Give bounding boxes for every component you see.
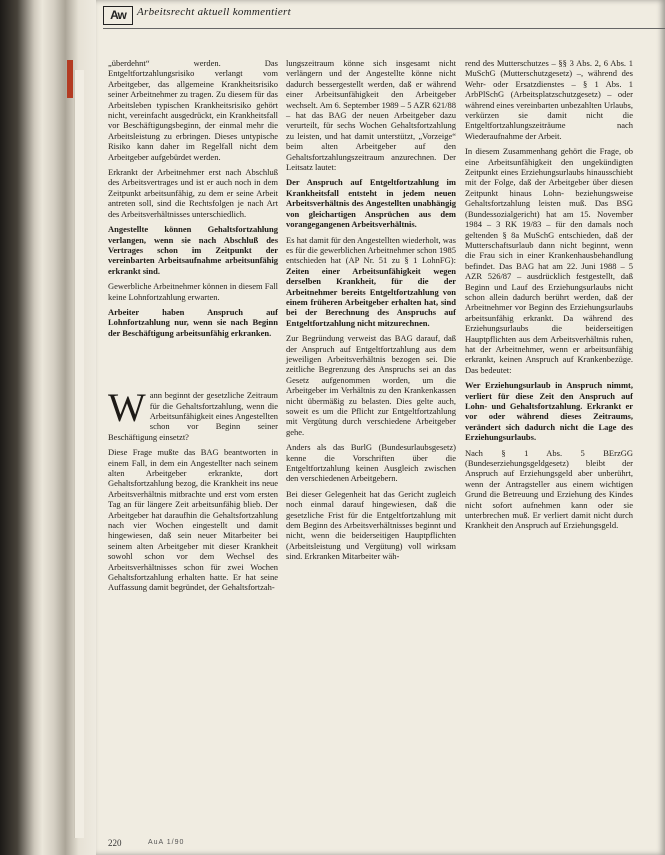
paragraph: Diese Frage mußte das BAG beantworten in einem Fall, in dem ein Angestellter nach seinem alten Arbeitgeber erkrankte, dort Gehaltsfortzahlung bezog, die Krankheit ins neue Arbeitsverhältnis mitbrachte und erst vom ersten Tag an für längere Zeit arbeitsunfähig blieb. Der Arbeitgeber hat daraufhin die Gehaltsfortzahlung nach vier Wochen eingestellt und damit hingewiesen, daß sein neuer Mitarbeiter bei seinem alten Arbeitgeber mit dieser Krankheit sowohl schon vor dem Wechsel des Arbeitsverhältnisses schon für zwei Wochen Gehaltsfortzahlung erhalten hatte. Er hat seine Auffassung damit begründet, der Gehaltsfortzah- [108, 447, 278, 593]
paragraph [108, 385, 278, 442]
paragraph: Wer Erziehungsurlaub in Anspruch nimmt, verliert für diese Zeit den Anspruch auf Lohn- und Gehaltsfortzahlung. Erkrankt er vor oder während dieses Zeitraums, verändert sich dadurch nicht die Lage des Erziehungsurlaubs. [465, 380, 633, 443]
paragraph: rend des Mutterschutzes – §§ 3 Abs. 2, 6 Abs. 1 MuSchG (Mutterschutzgesetz) –, während des Wehr- oder Ersatzdienstes – § 1 Abs. 1 ArbPlSchG (Arbeitsplatzschutzgesetz) – oder während eines vereinbarten unbezahlten Urlaubs, verkürzen sie damit nicht die Entgeltfortzahlungszeiträume nach Wiederaufnahme der Arbeit. [465, 58, 633, 141]
page-number: 220 [108, 838, 122, 848]
journal-logo: Aw [103, 6, 133, 25]
index-tab-white [74, 70, 84, 838]
index-tab-red [67, 60, 73, 98]
paragraph-bold-text: Zeiten einer Arbeitsunfähigkeit wegen derselben Krankheit, für die der Arbeitnehmer bereits Entgeltfortzahlung von einem früheren Arbeitgeber erhalten hat, sind bei der Berechnung des Anspruchs auf Entgeltfortzahlung nicht mitzurechnen. [286, 265, 456, 328]
paragraph-text: Es hat damit für den Angestellten wiederholt, was es für die gewerblichen Arbeitnehmer schon 1985 entschieden hat (AP Nr. 51 zu § 1 LohnFG): [286, 234, 456, 266]
paragraph: Gewerbliche Arbeitnehmer können in diesem Fall keine Lohnfortzahlung erwarten. [108, 281, 278, 302]
question-text: ann beginnt der gesetzliche Zeitraum für die Gehaltsfortzahlung, wenn die Arbeitsunfähigkeit eines Angestellten schon vor Beginn seiner Beschäftigung einsetzt? [108, 390, 278, 442]
paragraph: Angestellte können Gehaltsfortzahlung verlangen, wenn sie nach Abschluß des Vertrages schon im Zeitpunkt der vereinbarten Arbeitsaufnahme arbeitsunfähig erkrankt sind. [108, 224, 278, 276]
paragraph: lungszeitraum könne sich insgesamt nicht verlängern und der Angestellte könne nicht dadurch bessergestellt werden, daß er während einer Arbeitsunfähigkeit den Arbeitgeber wechselt. Am 6. September 1989 – 5 AZR 621/88 – hat das BAG der neuen Arbeitgeber dazu verurteilt, für sechs Wochen Gehaltsfortzahlung zu leisten, und hat damit unterstützt, „Vorzeige“ beim alten Arbeitgeber auf den Gehaltsfortzahlungszeitraum anzurechnen. Der Leitsatz lautet: [286, 58, 456, 173]
paragraph: Bei dieser Gelegenheit hat das Gericht zugleich noch einmal darauf hingewiesen, daß die gesetzliche Frist für die Entgeltfortzahlung mit dem Beginn des Arbeitsverhältnisses beginnt und nicht, wenn die beiderseitigen Hauptpflichten (Arbeitsleistung und Vergütung) voll wirksam sind. Erkranken Mitarbeiter wäh- [286, 488, 456, 562]
text-column-1 [108, 58, 278, 598]
drop-cap: W [108, 385, 146, 431]
paragraph: Erkrankt der Arbeitnehmer erst nach Abschluß des Arbeitsvertrages und ist er auch noch in dem Zeitpunkt arbeitsunfähig, zu dem er seine Arbeit antreten soll, sind die Rechtsfolgen je nach Art des Arbeitsverhältnisses unterschiedlich. [108, 167, 278, 219]
paragraph: „überdehnt“ werden. Das Entgeltfortzahlungsrisiko verlangt vom Arbeitgeber, das allgemeine Krankheitsrisiko seiner Arbeitnehmer zu tragen. Zu diesem für das Arbeitsleben typischen Krankheitsrisiko gehört nicht, vereinfacht ausgedrückt, ein Krankheitsfall vor Beschäftigungsbeginn, der einmal mehr die Arbeitsleistung zu erbringen. Dieses untypische Risiko kann daher im Regelfall nicht dem Arbeitgeber aufgebürdet werden. [108, 58, 278, 162]
footer-tag: AuA 1/90 [148, 839, 185, 846]
text-column-2 [286, 58, 456, 567]
paragraph: Arbeiter haben Anspruch auf Lohnfortzahlung nur, wenn sie nach Beginn der Beschäftigung arbeitsunfähig erkranken. [108, 306, 278, 338]
paragraph: Nach § 1 Abs. 5 BErzGG (Bundeserziehungsgeldgesetz) bleibt der Anspruch auf Erziehungsgeld aber unberührt, wenn der Antragsteller aus einem wichtigen Grund die Betreuung und Erziehung des Kindes nicht sofort aufnehmen kann oder sie unterbrechen muß. Er verliert damit nicht durch Krankheit den Anspruch auf Erziehungsgeld. [465, 447, 633, 531]
paragraph: Zur Begründung verweist das BAG darauf, daß der Anspruch auf Entgeltfortzahlung aus dem jeweiligen Arbeitsverhältnis bezogen sei. Die zeitliche Begrenzung des Anspruchs sei an das Gesetz aufgenommen worden, um die Arbeitgeber im Verhältnis zu den Krankenkassen nicht übermäßig zu belasten. Dies gelte auch, soweit es um die Pflicht zur Entgeltfortzahlung mit Vergütung durch verschiedene Arbeitgeber gehe. [286, 333, 456, 437]
running-header [103, 4, 665, 30]
paragraph: Der Anspruch auf Entgeltfortzahlung im Krankheitsfall entsteht in jedem neuen Arbeitsverhältnis des Angestellten unabhängig von gleichartigen Ansprüchen aus dem vorangegangenen Arbeitsverhältnis. [286, 177, 456, 230]
running-title: Arbeitsrecht aktuell kommentiert [137, 6, 291, 18]
header-rule [103, 28, 665, 29]
text-column-3 [465, 58, 633, 536]
paragraph: Anders als das BurlG (Bundesurlaubsgesetz) kenne die Vorschriften über die Entgeltfortzahlung keinen Ausgleich zwischen den verschiedenen Arbeitgebern. [286, 442, 456, 484]
paragraph: In diesem Zusammenhang gehört die Frage, ob eine Arbeitsunfähigkeit den ungekündigten Zeitpunkt eines Erziehungsurlaubs hinausschiebt mit der Folge, daß der Arbeitgeber über diesen Zeitpunkt hinaus Lohn- beziehungsweise Gehaltsfortzahlung leisten muß. Das BSG (Bundessozialgericht) hat am 15. November 1984 – 3 RK 19/83 – für den damals noch geltenden § 8a MuSchG entschieden, daß der Mutterschaftsurlaub dann nicht beginnt, wenn die Frau sich in einer Krankenhausbehandlung befindet. Das BAG hat am 22. Juni 1988 – 5 AZR 526/87 – ausdrücklich festgestellt, daß Beginn und Lauf des Erziehungsurlaubs nicht schon allein dadurch berührt werden, daß der Arbeitnehmer vor Beginn des Erziehungsurlaubs arbeitsunfähig erkrankt. Da während des Erziehungsurlaubs die beiderseitigen Hauptpflichten aus dem Arbeitsverhältnis ruhen, hat der Arbeitnehmer, wenn er arbeitsunfähig erkrankt, keinen Anspruch auf Krankenbezüge. Das bedeutet: [465, 146, 633, 375]
paragraph [286, 235, 456, 329]
paragraph [108, 343, 278, 385]
